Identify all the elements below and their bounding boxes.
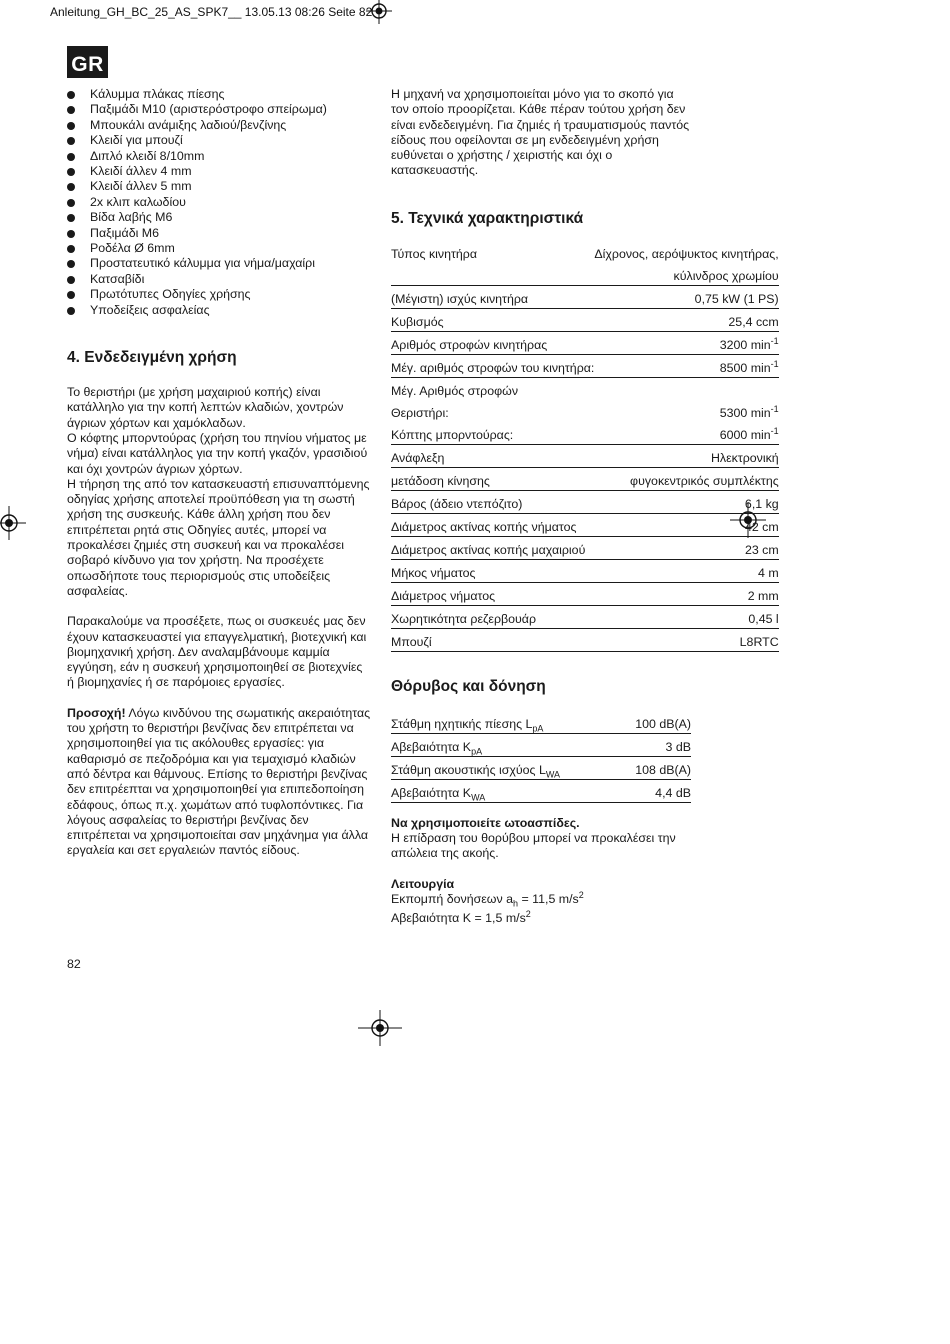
language-badge: GR: [67, 46, 108, 78]
engine-type-value-1: Δίχρονος, αερόψυκτος κινητήρας,: [594, 246, 779, 261]
intended-use-paragraph-4: Παρακαλούμε να προσέξετε, πως οι συσκευές μας δεν έχουν κατασκευαστεί για επαγγελματική, βιοτεχνική και βιομηχανική χρήση. Δεν αναλαμβάνουμε καμμία εγγύηση, εάν η συσκευή χρησιμοποιηθεί σε βιοτεχνίες ή βιομηχανίες ή σε παρόμοιες εργασίες.: [67, 614, 367, 690]
noise-label: [391, 711, 617, 734]
table-row: [391, 756, 691, 779]
spec-label: Μήκος νήματος: [391, 559, 594, 582]
table-row: [391, 536, 779, 559]
noise-label-text: Στάθμη ακουστικής ισχύος L: [391, 762, 546, 777]
spec-label: Μπουζί: [391, 628, 594, 651]
table-row: [391, 285, 779, 308]
spec-label: (Μέγιστη) ισχύς κινητήρα: [391, 285, 594, 308]
spec-label: Θεριστήρι:: [391, 405, 449, 420]
section-5-title: 5. Τεχνικά χαρακτηριστικά: [391, 209, 584, 227]
registration-mark-top-icon: [366, 0, 392, 24]
section-4-title: 4. Ενδεδειγμένη χρήση: [67, 349, 237, 367]
unit-superscript: -1: [770, 425, 779, 436]
spec-value: [594, 422, 778, 445]
intended-use-paragraph-3: Η τήρηση της από τον κατασκευαστή επισυναπτόμενης οδηγίας χρήσης αποτελεί προϋπόθεση για τη σωστή χρήση της συσκευής. Κάθε άλλη χρήση που δεν επιτρέπεται ρητά στις Οδηγίες αυτές, μπορεί να προκαλέσει ζημιές στη συσκευή και να προκαλέσει σοβαρό κίνδυνο για τον χρήστη. Να προσέχετε οπωσδήποτε τους περιορισμούς στις υποδείξεις ασφαλείας.: [67, 476, 370, 598]
table-row: [391, 513, 779, 536]
spec-value: [594, 400, 778, 422]
spec-value: 23 cm: [594, 536, 778, 559]
spec-value: 0,45 l: [594, 605, 778, 628]
noise-label-text: Στάθμη ηχητικής πίεσης L: [391, 716, 533, 731]
spec-value: Ηλεκτρονική: [594, 444, 778, 467]
table-row: [391, 779, 691, 802]
engine-type-label: Τύπος κινητήρα: [391, 246, 477, 261]
list-item: Κλειδί για μπουζί: [67, 133, 372, 148]
spec-value: 6,1 kg: [594, 490, 778, 513]
intended-use-paragraph-1: Το θεριστήρι (με χρήση μαχαιριού κοπής) είναι κατάλληλο για την κοπή λεπτών κλαδιών, χοντρών άγριων χόρτων και χαμόκλαδων.: [67, 385, 344, 430]
left-column: [67, 87, 372, 859]
unit-superscript: -1: [770, 358, 779, 369]
spec-label: Αριθμός στροφών κινητήρας: [391, 331, 594, 354]
table-row: [391, 711, 691, 734]
registration-mark-left-icon: [0, 506, 26, 540]
spec-value: 4 m: [594, 559, 778, 582]
spec-value-text: 8500 min: [719, 360, 771, 375]
spec-label: Διάμετρος ακτίνας κοπής νήματος: [391, 513, 594, 536]
right-column: [391, 87, 779, 927]
list-item: Παξιμάδι M6: [67, 226, 372, 241]
table-row: [391, 308, 779, 331]
table-row: [391, 467, 779, 490]
spec-value: φυγοκεντρικός συμπλέκτης: [594, 467, 778, 490]
noise-value: 4,4 dB: [617, 779, 691, 802]
spec-label: Διάμετρος νήματος: [391, 582, 594, 605]
noise-value: 108 dB(A): [617, 756, 691, 779]
unit-superscript: -1: [770, 403, 779, 414]
noise-label: [391, 733, 617, 756]
list-item: Πρωτότυπες Οδηγίες χρήσης: [67, 287, 372, 302]
spec-value: 2 mm: [594, 582, 778, 605]
table-row: [391, 377, 779, 400]
vibration-value: = 11,5 m/s: [518, 891, 579, 906]
table-row: [391, 490, 779, 513]
list-item: Βίδα λαβής M6: [67, 210, 372, 225]
technical-data-table: [391, 241, 779, 652]
spec-value: 0,75 kW (1 PS): [594, 285, 778, 308]
spec-value: 42 cm: [594, 513, 778, 536]
spec-value-text: 6000 min: [719, 427, 771, 442]
vibration-sup: 2: [578, 889, 584, 900]
spec-label: Κόπτης μπορντούρας:: [391, 422, 594, 445]
list-item: Κατσαβίδι: [67, 272, 372, 287]
spec-value: 25,4 ccm: [594, 308, 778, 331]
noise-label-text: Αβεβαιότητα K: [391, 785, 472, 800]
page-number: 82: [67, 957, 81, 971]
table-row: [391, 241, 779, 263]
vibration-emission: [391, 889, 691, 909]
table-row: [391, 733, 691, 756]
uncertainty-text: Αβεβαιότητα K = 1,5 m/s: [391, 911, 526, 926]
contents-list: [67, 87, 372, 318]
table-row: [391, 628, 779, 651]
table-row: [391, 354, 779, 377]
list-item: Κλειδί άλλεν 5 mm: [67, 179, 372, 194]
table-row: [391, 422, 779, 445]
intended-use-continued: Η μηχανή να χρησιμοποιείται μόνο για το σκοπό για τον οποίο προορίζεται. Κάθε πέραν τούτου χρήση δεν είναι ενδεδειγμένη. Για ζημιές ή τραυματισμούς παντός είδους που οφείλονται σε μη ενδεδειγμένη χρήση ευθύνεται ο χρήστης / χειριστής και όχι ο κατασκευαστής.: [391, 87, 690, 178]
list-item: Παξιμάδι M10 (αριστερόστροφο σπείρωμα): [67, 102, 372, 117]
ear-protection-title: Να χρησιμοποιείτε ωτοασπίδες.: [391, 815, 580, 830]
print-header-line: Anleitung_GH_BC_25_AS_SPK7__ 13.05.13 08:26 Seite 82: [50, 5, 373, 19]
vibration-sub: h: [513, 898, 519, 909]
table-row: [391, 400, 779, 422]
spec-label: Κυβισμός: [391, 308, 594, 331]
noise-value: 100 dB(A): [617, 711, 691, 734]
list-item: 2x κλιπ καλωδίου: [67, 195, 372, 210]
noise-label: [391, 779, 617, 802]
list-item: Υποδείξεις ασφαλείας: [67, 303, 372, 318]
spec-label: Ανάφλεξη: [391, 444, 594, 467]
spec-label: Βάρος (άδειο ντεπόζιτο): [391, 490, 594, 513]
noise-value: 3 dB: [617, 733, 691, 756]
uncertainty-sup: 2: [525, 909, 531, 920]
table-row: [391, 331, 779, 354]
caution-label: Προσοχή!: [67, 705, 126, 720]
table-row: [391, 444, 779, 467]
list-item: Διπλό κλειδί 8/10mm: [67, 149, 372, 164]
spec-value: L8RTC: [594, 628, 778, 651]
list-item: Κλειδί άλλεν 4 mm: [67, 164, 372, 179]
spec-value: [594, 331, 778, 354]
noise-label-sub: WA: [471, 792, 486, 803]
list-item: Μπουκάλι ανάμιξης λαδιού/βενζίνης: [67, 118, 372, 133]
ear-protection-text: Η επίδραση του θορύβου μπορεί να προκαλέσει την απώλεια της ακοής.: [391, 831, 676, 861]
list-item: Κάλυμμα πλάκας πίεσης: [67, 87, 372, 102]
spec-label: Χωρητικότητα ρεζερβουάρ: [391, 605, 594, 628]
spec-label: Μέγ. Αριθμός στροφών: [391, 383, 519, 398]
registration-mark-bottom-icon: [358, 1010, 402, 1046]
table-row: [391, 582, 779, 605]
table-row: [391, 559, 779, 582]
noise-label-sub: pA: [471, 746, 483, 757]
spec-label: μετάδοση κίνησης: [391, 467, 594, 490]
vibration-label: Εκπομπή δονήσεων a: [391, 891, 513, 906]
noise-label-sub: pA: [532, 723, 544, 734]
list-item: Προστατευτικό κάλυμμα για νήμα/μαχαίρι: [67, 256, 372, 271]
noise-section-title: Θόρυβος και δόνηση: [391, 677, 546, 695]
intended-use-paragraph-2: Ο κόφτης μπορντούρας (χρήση του πηνίου νήματος με νήμα) είναι κατάλληλος για την κοπή γκαζόν, γρασιδιού και όχι χοντρών άγριων χόρτων.: [67, 430, 368, 476]
spec-label: Διάμετρος ακτίνας κοπής μαχαιριού: [391, 536, 594, 559]
engine-type-value-2: κύλινδρος χρωμίου: [594, 263, 778, 286]
spec-value-text: 3200 min: [719, 337, 771, 352]
noise-label-sub: WA: [545, 769, 561, 780]
noise-label-text: Αβεβαιότητα K: [391, 739, 472, 754]
spec-value-text: 5300 min: [719, 405, 771, 420]
spec-value: [594, 354, 778, 377]
vibration-uncertainty: [391, 911, 691, 926]
spec-label: Μέγ. αριθμός στροφών του κινητήρα:: [391, 354, 594, 377]
operation-title: Λειτουργία: [391, 876, 455, 891]
noise-label: [391, 756, 617, 779]
table-row: [391, 605, 779, 628]
noise-table: [391, 711, 691, 803]
caution-paragraph: [67, 706, 372, 859]
caution-text: Λόγω κινδύνου της σωματικής ακεραιότητας του χρήστη το θεριστήρι βενζίνας δεν επιτρέπεται να χρησιμοποιηθεί για τις ακόλουθες εργασίες: για καθαρισμό σε πεζοδρόμια και για τεμαχισμό κλαδιών από δέντρα και θάμνους. Επίσης το θεριστήρι βενζίνας δεν επιτρέεπται να χρησιμοποιηθεί για επιπεδοποίηση εδάφους, όπως π.χ. χωμάτων από τυφλοπόντικες. Για λόγους ασφαλείας το θεριστήρι βενζίνας δεν επιτρέπεται να χρησιμοποιείται σαν μηχάνημα για άλλα εργαλεία και σετ εργαλειών παντός είδους.: [67, 705, 371, 858]
unit-superscript: -1: [770, 335, 779, 346]
list-item: Ροδέλα Ø 6mm: [67, 241, 372, 256]
table-row: [391, 263, 779, 286]
